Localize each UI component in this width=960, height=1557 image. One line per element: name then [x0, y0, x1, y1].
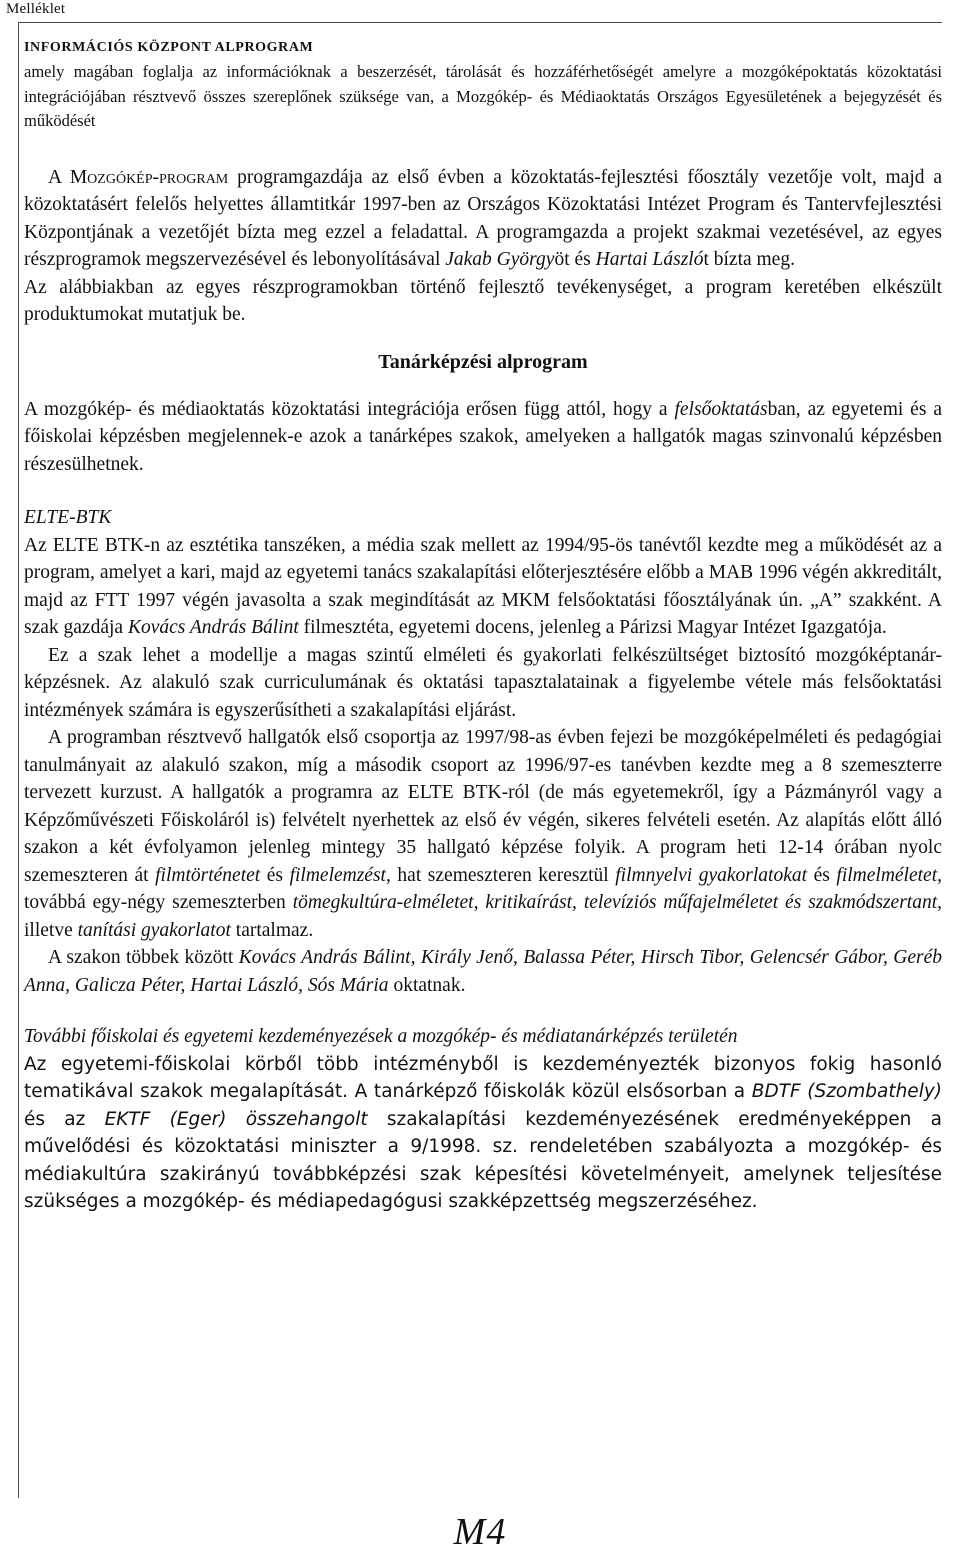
other-subhead: További főiskolai és egyetemi kezdeményezések a mozgókép- és médiatanárképzés területén — [24, 1026, 738, 1047]
course-name: filmnyelvi gyakorlatokat — [615, 864, 808, 886]
elte-text-3: A programban résztvevő hallgatók első csoportja az 1997/98-as évben fejezi be mozgóképelméleti és pedagógiai tanulmányait az alakuló szakon, míg a második csoport az 1996/97-es tanévben kezdte meg a 8 szemeszterre tervezett kurzust. A hallgatók a programra az ELTE BTK-ról (de más egyetemekről, így a Pázmányról vagy a Képzőművészeti Főiskoláról is) felvételt nyerhettek az első év végén, sikeres felvételi esetén. Az alapítás előtt álló szakon a két évfolyamon jelenleg mintegy 35 hallgató képzése folyik. A program heti 12-14 órában nyolc szemeszteren át — [24, 727, 942, 886]
intro-text-2: A programgazda a projekt szakmai vezetésével, az egyes részprogramok megszervezésével és lebonyolításával — [24, 221, 943, 270]
other-text-3: szakalapítási kezdeményezésének eredményeképpen a művelődési és közoktatási miniszter a 9/1998. sz. rendeletében szabályozta a mozgókép- és médiakultúra szakirányú továbbképzési szak képesítési követelményeit, amelynek teljesítése szükséges a mozgókép- és médiapedagógusi szakképzettség megszerzéséhez. — [24, 1108, 942, 1212]
section-paragraph — [24, 396, 942, 479]
intro-text-3: öt és — [554, 249, 596, 270]
connector-text: és — [807, 864, 837, 886]
info-box-title: INFORMÁCIÓS KÖZPONT ALPROGRAM — [24, 40, 314, 55]
other-text-1: Az egyetemi-főiskolai körből több intézményből is kezdeményezték bizonyos fokig hasonló tematikával szakok megalapítását. A tanárképző főiskolák közül elsősorban a — [24, 1053, 942, 1102]
elte-paragraph-4 — [24, 944, 942, 999]
program-name: Mozgókép-program — [69, 166, 229, 188]
section-heading: Tanárképzési alprogram — [378, 350, 588, 373]
teacher-names: Kovács András Bálint, Király Jenő, Balassa Péter, Hirsch Tibor, Gelencsér Gábor, Geréb Anna, Galicza Péter, Hartai László, Sós Mária — [24, 947, 943, 996]
section-text-1: A mozgókép- és médiaoktatás közoktatási integrációja erősen függ attól, hogy a — [24, 398, 675, 420]
course-name: tanítási gyakorlatot — [77, 919, 231, 941]
person-name: Kovács András Bálint — [127, 617, 299, 638]
elte-text-5: oktatnak. — [388, 974, 466, 996]
section-text-2: ban, az egyetemi és a főiskolai képzésben megjelennek-e azok a tanárképes szakok, amelyeken a hallgatók magas szinvonalú képzésben részesülhetnek. — [24, 398, 942, 475]
info-box — [24, 36, 942, 134]
connector-text: tartalmaz. — [230, 919, 314, 941]
intro-paragraph-2: Az alábbiakban az egyes részprogramokban történő fejlesztő tevékenységet, a program keretében elkészült produktumokat mutatjuk be. — [24, 276, 942, 325]
intro-text-4: t bízta meg. — [703, 249, 795, 270]
institution-name: EKTF (Eger) összehangolt — [104, 1108, 368, 1130]
institution-name: BDTF (Szombathely) — [751, 1081, 942, 1102]
header-label: Melléklet — [6, 1, 66, 17]
other-paragraph — [24, 1051, 942, 1216]
course-name: tömegkultúra-elméletet, kritikaírást, televíziós műfajelméletet és szakmódszertant, — [292, 892, 942, 913]
elte-paragraph-3 — [24, 724, 942, 944]
other-text-2: és az — [24, 1108, 105, 1130]
info-box-text: amely magában foglalja az információknak a beszerzését, tárolását és hozzáférhetőségét amelyre a mozgóképoktatás közoktatási integrációjában résztvevő összes szereplőnek szüksége van, a Mozgókép- és Médiaoktatás Országos Egyesületének a bejegyzését és működését — [24, 62, 942, 130]
connector-text: illetve — [24, 919, 78, 941]
elte-subhead: ELTE-BTK — [24, 507, 112, 528]
left-margin-rule — [18, 23, 19, 1498]
intro-lead: A — [48, 166, 70, 188]
course-name: filmtörténetet — [155, 864, 261, 886]
header-divider — [18, 22, 942, 23]
course-name: filmelemzést, — [289, 864, 391, 886]
intro-paragraph — [24, 164, 942, 274]
connector-text: továbbá egy-négy szemeszterben — [24, 892, 293, 913]
header-bar — [0, 0, 960, 22]
elte-paragraph-1 — [24, 532, 942, 642]
section-emphasis: felsőoktatás — [674, 398, 768, 420]
footer-mark: M4 — [453, 1511, 507, 1553]
person-name: Hartai László — [595, 249, 704, 270]
connector-text: és — [260, 864, 290, 886]
elte-text-2: filmesztéta, egyetemi docens, jelenleg a Párizsi Magyar Intézet Igazgatója. — [298, 617, 887, 638]
elte-text-4: A szakon többek között — [48, 947, 239, 968]
course-name: filmelméletet, — [836, 864, 942, 886]
intro-text-1: programgazdája az első évben a közoktatás-fejlesztési főosztály vezetője volt, majd a közoktatásért felelős helyettes államtitkár 1997-ben az Országos Közoktatási Intézet Program és Tantervfejlesztési Központjának a vezetőjét bízta meg ezzel a feladattal. — [24, 166, 942, 243]
person-name: Jakab György — [445, 249, 555, 270]
page-content — [24, 36, 942, 1216]
elte-text-1: Az ELTE BTK-n az esztétika tanszéken, a média szak mellett az 1994/95-ös tanévtől kezdte meg a működését az a program, amelyet a kari, majd az egyetemi tanács szakalapítási előterjesztésére előbb a MAB 1996 végén akkreditált, majd az FTT 1997 végén javasolta a szak megindítását az MKM felsőoktatási főosztályának ún. „A” szakként. A szak gazdája — [24, 534, 942, 638]
connector-text: hat szemeszteren keresztül — [390, 864, 616, 886]
elte-paragraph-2: Ez a szak lehet a modellje a magas szintű elméleti és gyakorlati felkészültséget biztosító mozgóképtanár-képzésnek. Az alakuló szak curriculumának és oktatási tapasztalatainak a figyelembe vétele más felsőoktatási intézmények számára is egyszerűsítheti a szakalapítási eljárást. — [24, 644, 942, 721]
